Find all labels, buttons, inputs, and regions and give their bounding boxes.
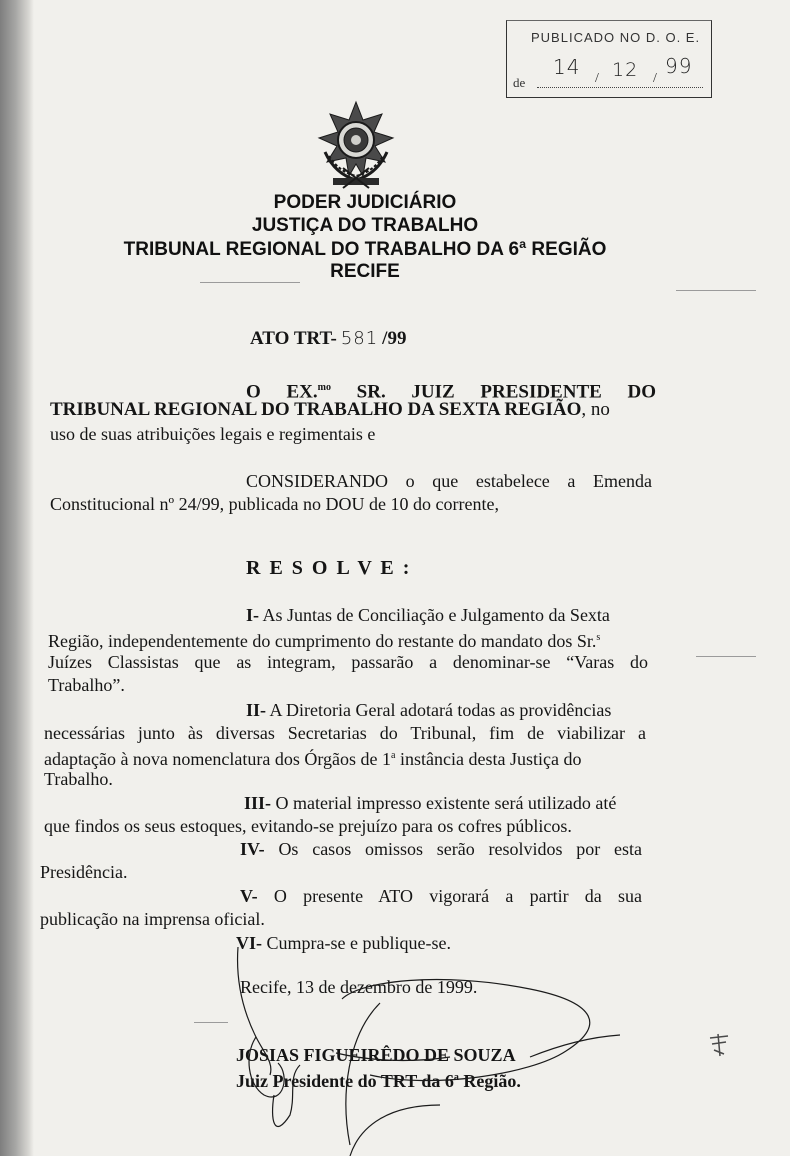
item-1-line-3: Juízes Classistas que as integram, passarão a denominar-se “Varas do: [48, 652, 648, 672]
header-tribunal: TRIBUNAL REGIONAL DO TRABALHO DA 6ª REGIÃO: [123, 239, 607, 260]
preamble-line-2: TRIBUNAL REGIONAL DO TRABALHO DA SEXTA REGIÃO, no: [50, 399, 610, 420]
header-recife: RECIFE: [330, 261, 400, 282]
item-2-line-1: II- A Diretoria Geral adotará todas as providências: [246, 700, 612, 720]
item-1-line-1: I- As Juntas de Conciliação e Julgamento da Sexta: [246, 605, 610, 625]
item-3-line-2: que findos os seus estoques, evitando-se prejuízo para os cofres públicos.: [44, 816, 572, 836]
item-1-line-2: Região, independentemente do cumprimento do restante do mandato dos Sr.$^s$: [48, 631, 601, 651]
item-5-line-2: publicação na imprensa oficial.: [40, 909, 265, 929]
header-poder-judiciario: PODER JUDICIÁRIO: [273, 192, 457, 213]
stamp-title: PUBLICADO NO D. O. E.: [531, 30, 701, 45]
publication-stamp: PUBLICADO NO D. O. E. de 14 / 12 / 99: [506, 20, 712, 98]
ink-smudge-icon: [706, 1030, 732, 1058]
act-number-handwritten: 581: [340, 328, 379, 349]
signer-name: JOSIAS FIGUEIRÊDO DE SOUZA: [236, 1045, 516, 1065]
item-3-line-1: III- O material impresso existente será utilizado até: [244, 793, 617, 813]
signer-role: Juiz Presidente do TRT da 6$^a$ Região.: [236, 1071, 521, 1091]
preamble-line-3: uso de suas atribuições legais e regimentais e: [50, 424, 376, 444]
stamp-year: 99: [665, 54, 693, 78]
item-4-line-2: Presidência.: [40, 862, 128, 882]
considerando-line-1: CONSIDERANDO o que estabelece a Emenda: [246, 471, 652, 491]
place-date: Recife, 13 de dezembro de 1999.: [240, 977, 478, 997]
preamble-line-1: O EX.$^{mo}$ SR. JUIZ PRESIDENTE DO: [246, 381, 656, 403]
scan-line: [696, 656, 756, 657]
item-6-line-1: VI- Cumpra-se e publique-se.: [236, 933, 451, 953]
scan-line: [676, 290, 756, 291]
binding-shadow: [0, 0, 34, 1156]
stamp-de-label: de: [513, 75, 526, 90]
stamp-day: 14: [553, 55, 581, 79]
item-4-line-1: IV- Os casos omissos serão resolvidos por esta: [240, 839, 642, 859]
item-2-line-4: Trabalho.: [44, 769, 113, 789]
brazil-coat-of-arms-icon: [305, 100, 407, 192]
item-2-line-3: adaptação à nova nomenclatura dos Órgãos de 1$^a$ instância desta Justiça do: [44, 749, 582, 769]
resolve-heading: R E S O L V E :: [246, 557, 412, 579]
act-title: ATO TRT- 581 /99: [250, 328, 407, 349]
item-5-line-1: V- O presente ATO vigorará a partir da sua: [240, 886, 642, 906]
handwritten-signature: [230, 945, 630, 1156]
item-2-line-2: necessárias junto às diversas Secretarias do Tribunal, fim de viabilizar a: [44, 723, 646, 743]
stamp-date-line: [537, 87, 703, 88]
item-1-line-4: Trabalho”.: [48, 675, 125, 695]
header-justica-trabalho: JUSTIÇA DO TRABALHO: [251, 215, 479, 236]
considerando-line-2: Constitucional nº 24/99, publicada no DOU de 10 do corrente,: [50, 494, 499, 514]
scan-line: [200, 282, 300, 283]
stamp-month: 12: [612, 59, 639, 81]
scan-line: [194, 1022, 228, 1023]
